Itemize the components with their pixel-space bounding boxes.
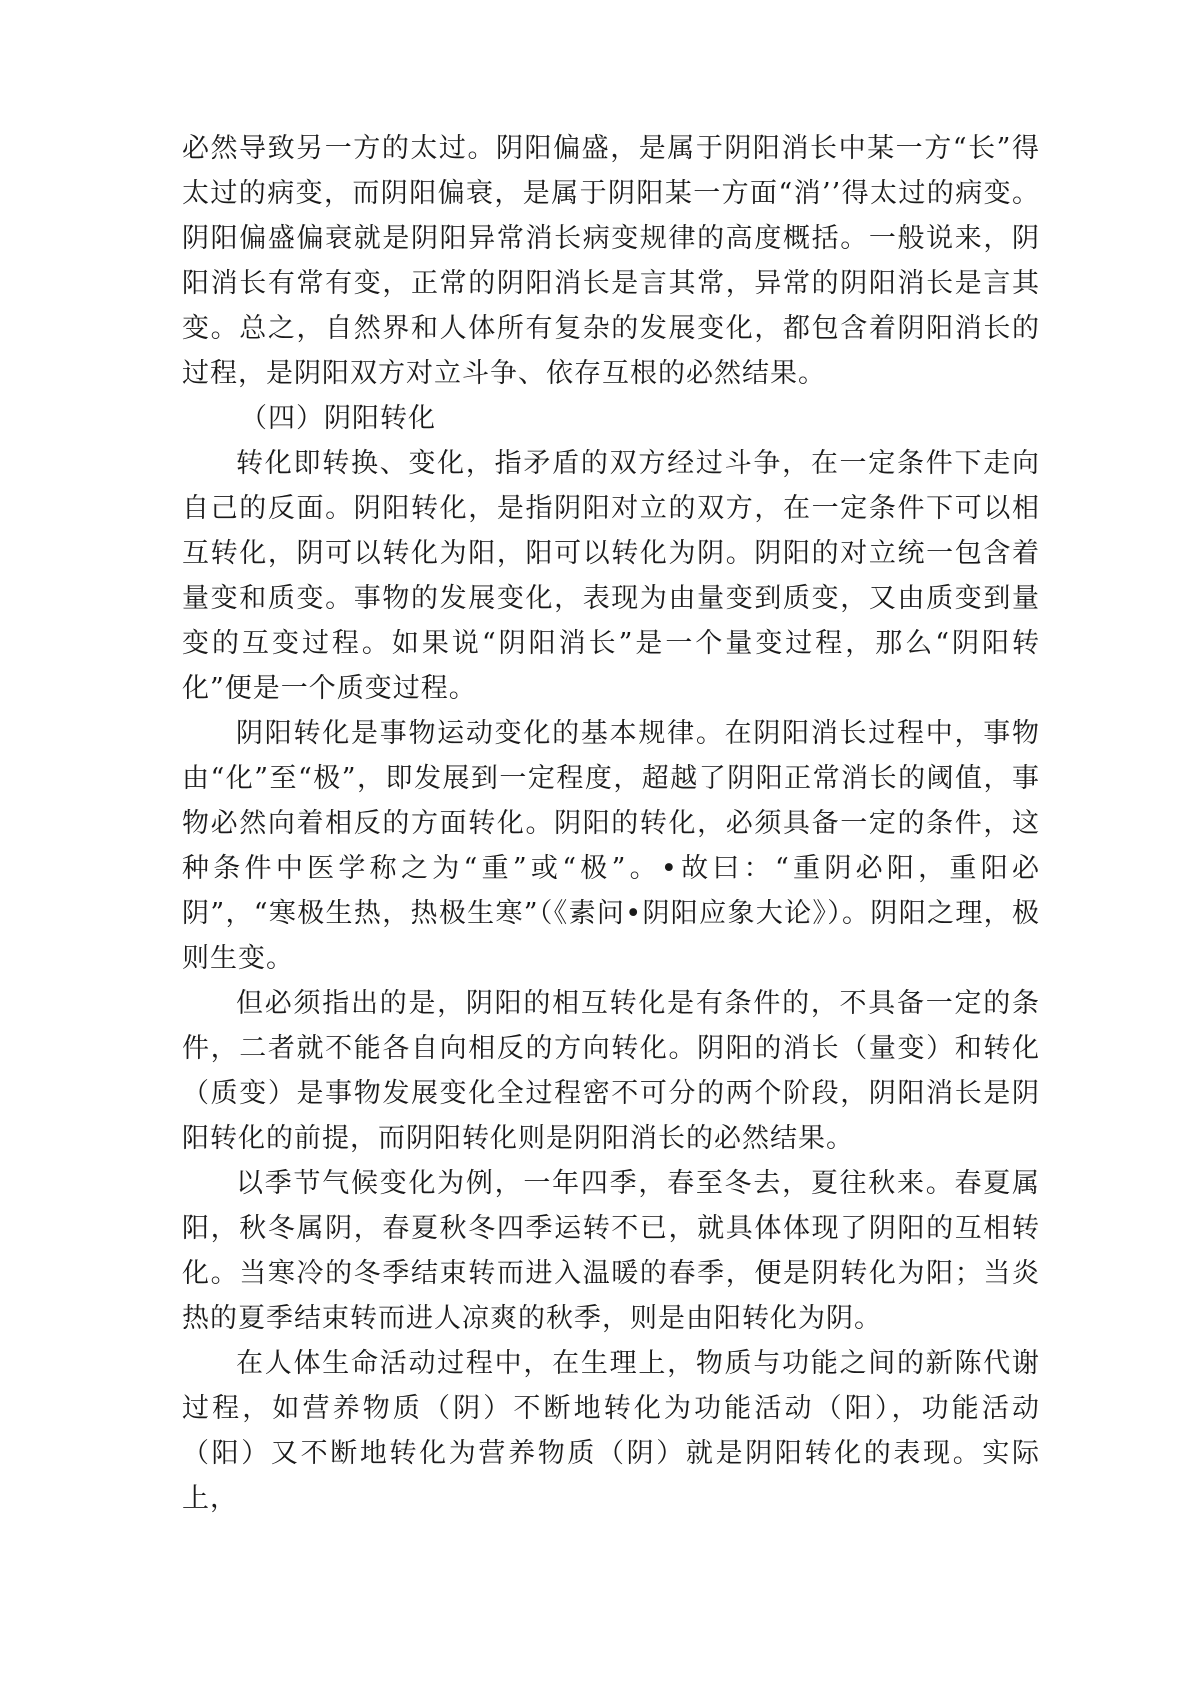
paragraph-transformation-conditions: 但必须指出的是，阴阳的相互转化是有条件的，不具备一定的条件，二者就不能各自向相反的方向转化。阴阳的消长（量变）和转化（质变）是事物发展变化全过程密不可分的两个阶段，阴阳消长是阴阳转化的前提，而阴阳转化则是阴阳消长的必然结果。	[182, 988, 1040, 1154]
document-page	[182, 126, 1040, 1521]
paragraph-transformation-definition: 转化即转换、变化，指矛盾的双方经过斗争，在一定条件下走向自己的反面。阴阳转化，是指阴阳对立的双方，在一定条件下可以相互转化，阴可以转化为阳，阳可以转化为阴。阴阳的对立统一包含着量变和质变。事物的发展变化，表现为由量变到质变，又由质变到量变的互变过程。如果说“阴阳消长”是一个量变过程，那么“阴阳转化”便是一个质变过程。	[182, 448, 1040, 704]
section-heading-yinyang-transformation: （四）阴阳转化	[240, 403, 436, 434]
paragraph-yinyang-waxing-waning-conclusion: 必然导致另一方的太过。阴阳偏盛，是属于阴阳消长中某一方“长”得太过的病变，而阴阳偏衰，是属于阴阳某一方面“消’’得太过的病变。阴阳偏盛偏衰就是阴阳异常消长病变规律的高度概括。一般说来，阴阳消长有常有变，正常的阴阳消长是言其常，异常的阴阳消长是言其变。总之，自然界和人体所有复杂的发展变化，都包含着阴阳消长的过程，是阴阳双方对立斗争、依存互根的必然结果。	[182, 133, 1040, 389]
paragraph-seasonal-example: 以季节气候变化为例，一年四季，春至冬去，夏往秋来。春夏属阳，秋冬属阴，春夏秋冬四季运转不已，就具体体现了阴阳的互相转化。当寒冷的冬季结束转而进入温暖的春季，便是阴转化为阳；当炎热的夏季结束转而进人凉爽的秋季，则是由阳转化为阴。	[182, 1168, 1040, 1334]
paragraph-transformation-law: 阴阳转化是事物运动变化的基本规律。在阴阳消长过程中，事物由“化”至“极”，即发展到一定程度，超越了阴阳正常消长的阈值，事物必然向着相反的方面转化。阴阳的转化，必须具备一定的条件，这种条件中医学称之为“重”或“极”。•故曰：“重阴必阳，重阳必阴”，“寒极生热，热极生寒”（《素问•阴阳应象大论》）。阴阳之理，极则生变。	[182, 718, 1040, 974]
paragraph-physiology-example: 在人体生命活动过程中，在生理上，物质与功能之间的新陈代谢过程，如营养物质（阴）不断地转化为功能活动（阳），功能活动（阳）又不断地转化为营养物质（阴）就是阴阳转化的表现。实际上，	[182, 1348, 1040, 1514]
